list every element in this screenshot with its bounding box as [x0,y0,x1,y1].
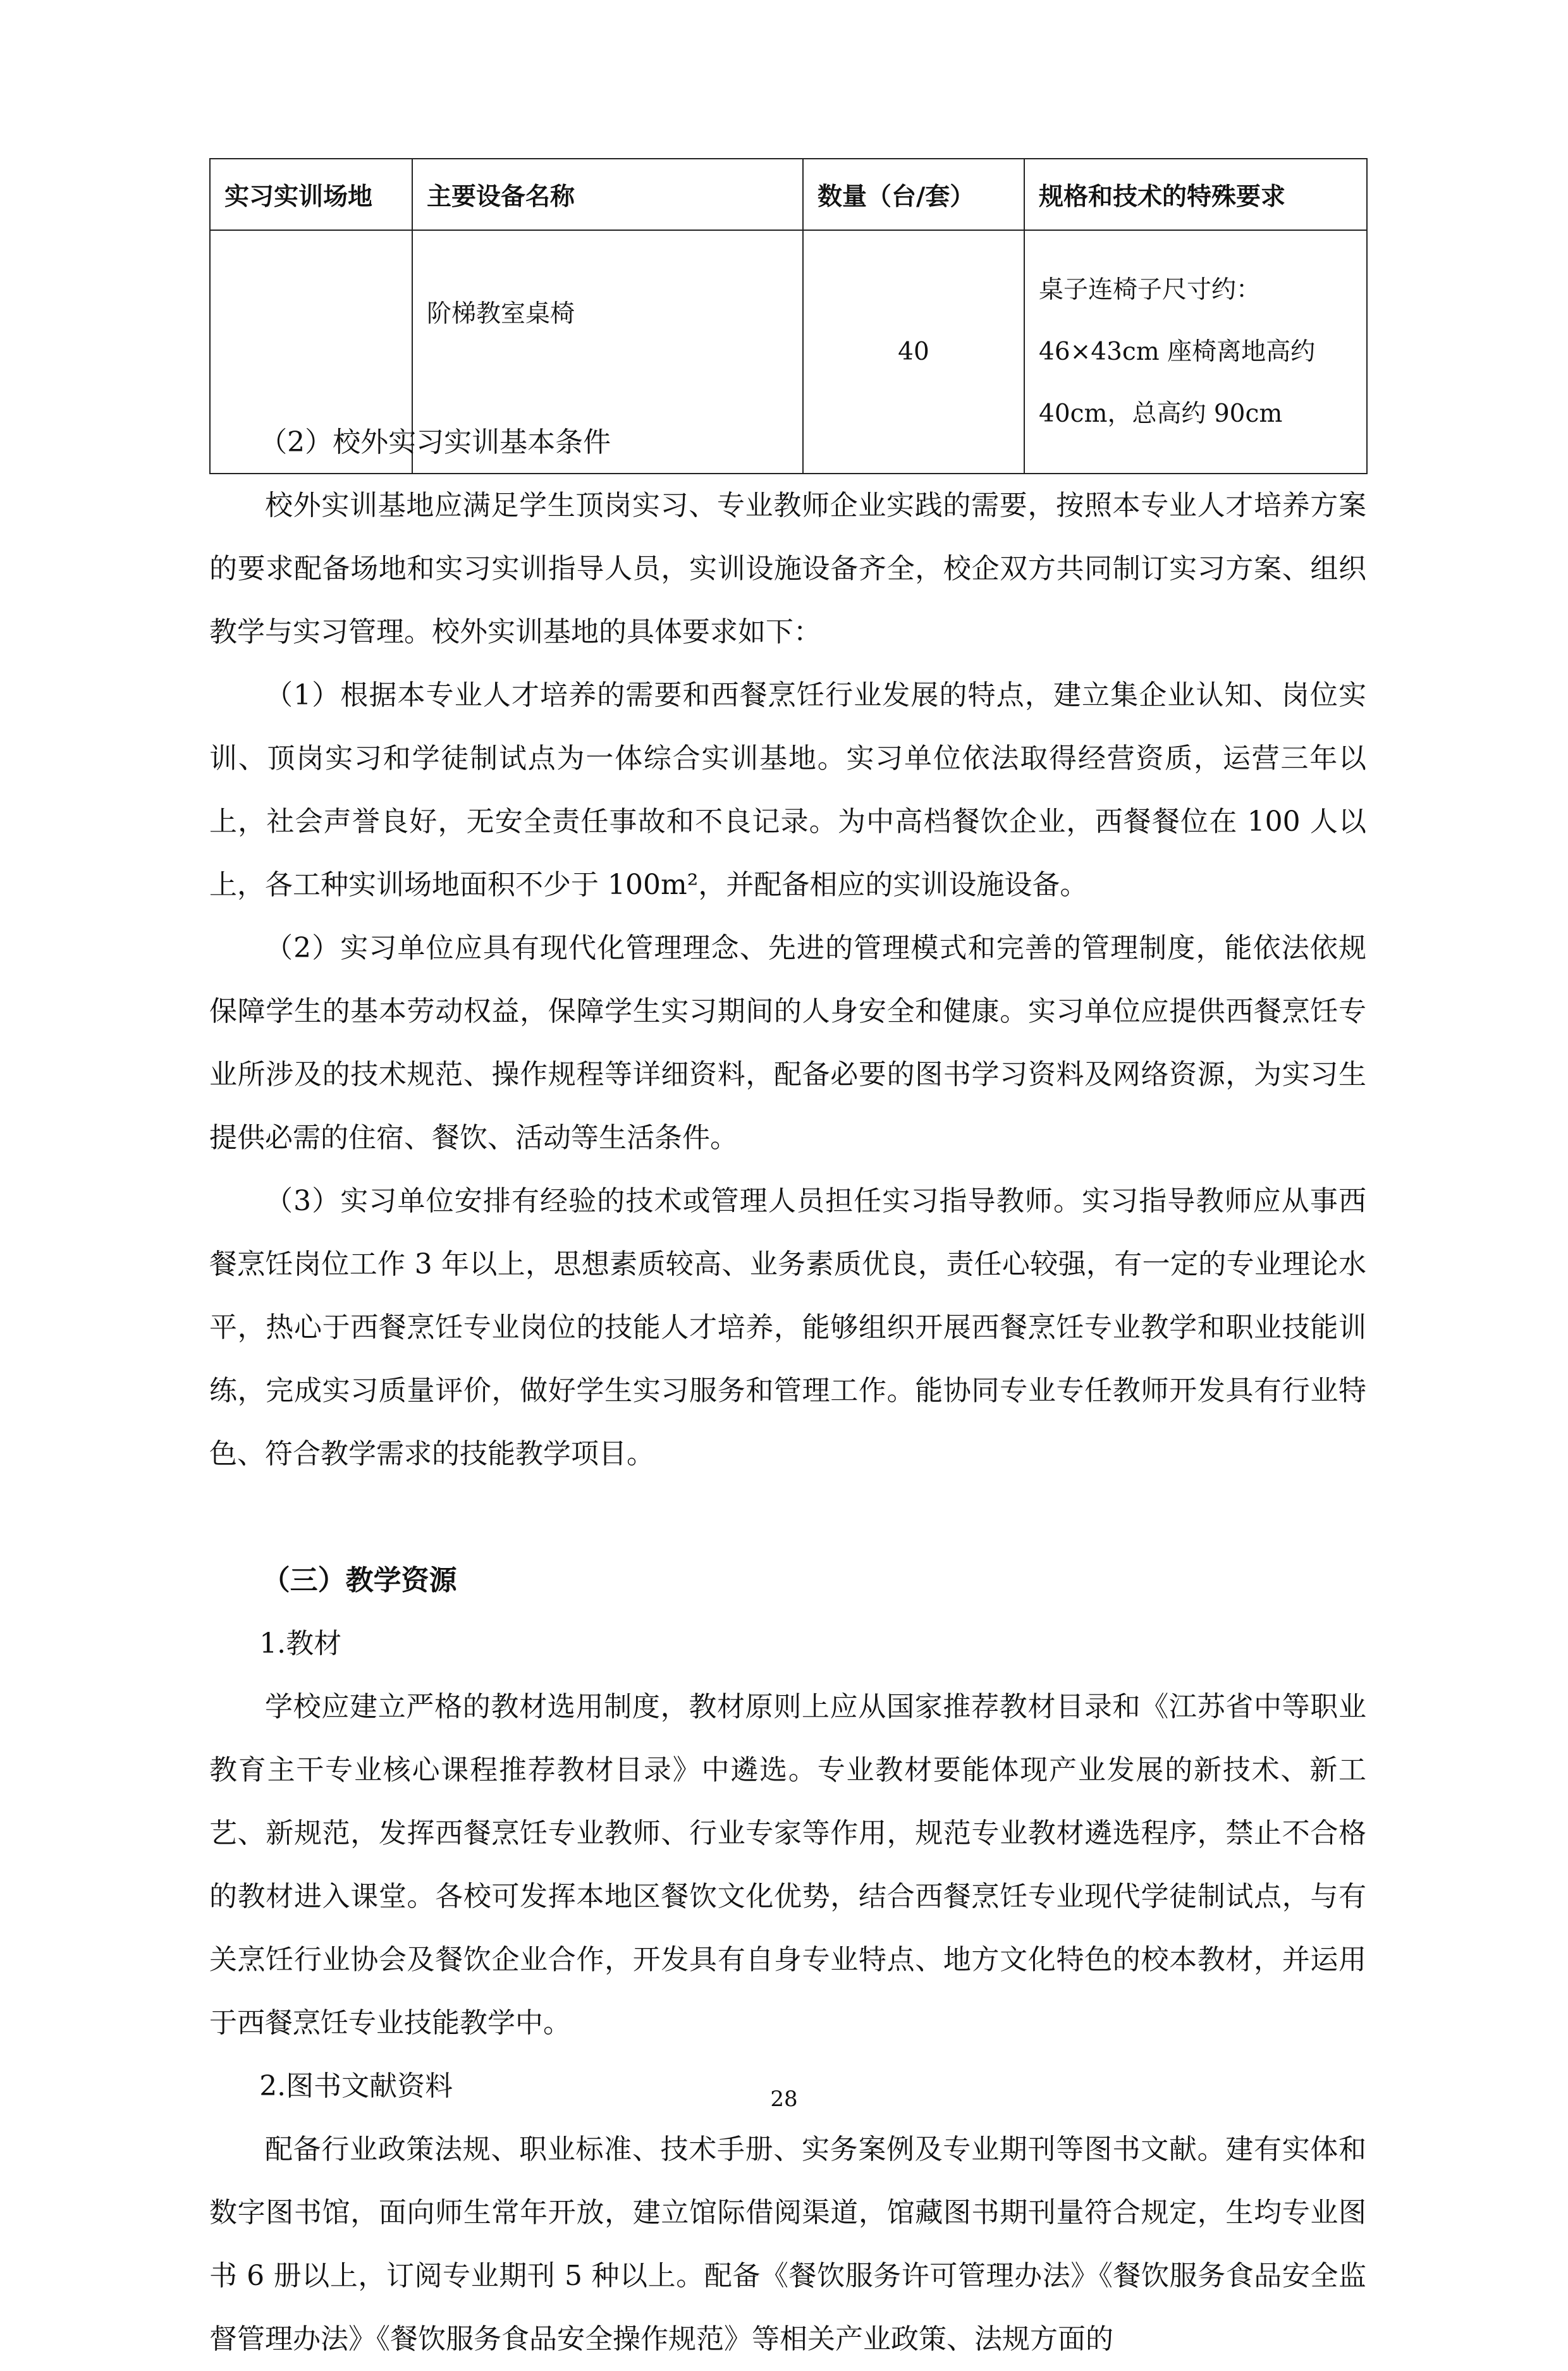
header-quantity: 数量（台/套） [803,159,1024,230]
paragraph-item-3: （3）实习单位安排有经验的技术或管理人员担任实习指导教师。实习指导教师应从事西餐烹饪岗位工作 3 年以上，思想素质较高、业务素质优良，责任心较强，有一定的专业理论水平，热心于西餐烹饪专业岗位的技能人才培养，能够组织开展西餐烹饪专业教学和职业技能训练，完成实习质量评价，做好学生实习服务和管理工作。能协同专业专任教师开发具有行业特色、符合教学需求的技能教学项目。 [209,1185,1366,1470]
cell-equipment: 阶梯教室桌椅 [412,230,803,474]
paragraph-offcampus-intro: 校外实训基地应满足学生顶岗实习、专业教师企业实践的需要，按照本专业人才培养方案的要求配备场地和实习实训指导人员，实训设施设备齐全，校企双方共同制订实习方案、组织教学与实习管理。校外实训基地的具体要求如下： [209,489,1366,648]
section-subtitle-offcampus: （2）校外实习实训基本条件 [259,426,611,458]
paragraph-textbooks: 学校应建立严格的教材选用制度，教材原则上应从国家推荐教材目录和《江苏省中等职业教育主干专业核心课程推荐教材目录》中遴选。专业教材要能体现产业发展的新技术、新工艺、新规范，发挥西餐烹饪专业教师、行业专家等作用，规范专业教材遴选程序，禁止不合格的教材进入课堂。各校可发挥本地区餐饮文化优势，结合西餐烹饪专业现代学徒制试点，与有关烹饪行业协会及餐饮企业合作，开发具有自身专业特点、地方文化特色的校本教材，并运用于西餐烹饪专业技能教学中。 [209,1691,1366,2039]
cell-spec: 桌子连椅子尺寸约：46×43cm 座椅离地高约 40cm，总高约 90cm [1024,230,1367,474]
cell-quantity: 40 [803,230,1024,474]
paragraph-item-2: （2）实习单位应具有现代化管理理念、先进的管理模式和完善的管理制度，能依法依规保障学生的基本劳动权益，保障学生实习期间的人身安全和健康。实习单位应提供西餐烹饪专业所涉及的技术规范、操作规程等详细资料，配备必要的图书学习资料及网络资源，为实习生提供必需的住宿、餐饮、活动等生活条件。 [209,932,1366,1154]
header-spec: 规格和技术的特殊要求 [1024,159,1367,230]
body-text [209,411,1366,2371]
table-header-row [210,159,1367,230]
paragraph-item-1: （1）根据本专业人才培养的需要和西餐烹饪行业发展的特点，建立集企业认知、岗位实训、顶岗实习和学徒制试点为一体综合实训基地。实习单位依法取得经营资质，运营三年以上，社会声誉良好，无安全责任事故和不良记录。为中高档餐饮企业，西餐餐位在 100 人以上，各工种实训场地面积不少于 100m²，并配备相应的实训设施设备。 [209,679,1366,901]
subheading-textbooks: 1.教材 [259,1627,342,1660]
paragraph-library: 配备行业政策法规、职业标准、技术手册、实务案例及专业期刊等图书文献。建有实体和数字图书馆，面向师生常年开放，建立馆际借阅渠道，馆藏图书期刊量符合规定，生均专业图书 6 册以上，订阅专业期刊 5 种以上。配备《餐饮服务许可管理办法》《餐饮服务食品安全监督管理办法》《餐饮服务食品安全操作规范》等相关产业政策、法规方面的 [209,2133,1366,2355]
section-heading-teaching-resources: （三）教学资源 [262,1564,457,1596]
subheading-library: 2.图书文献资料 [259,2070,453,2102]
header-equipment: 主要设备名称 [412,159,803,230]
page-number: 28 [770,2086,798,2112]
header-site: 实习实训场地 [210,159,412,230]
